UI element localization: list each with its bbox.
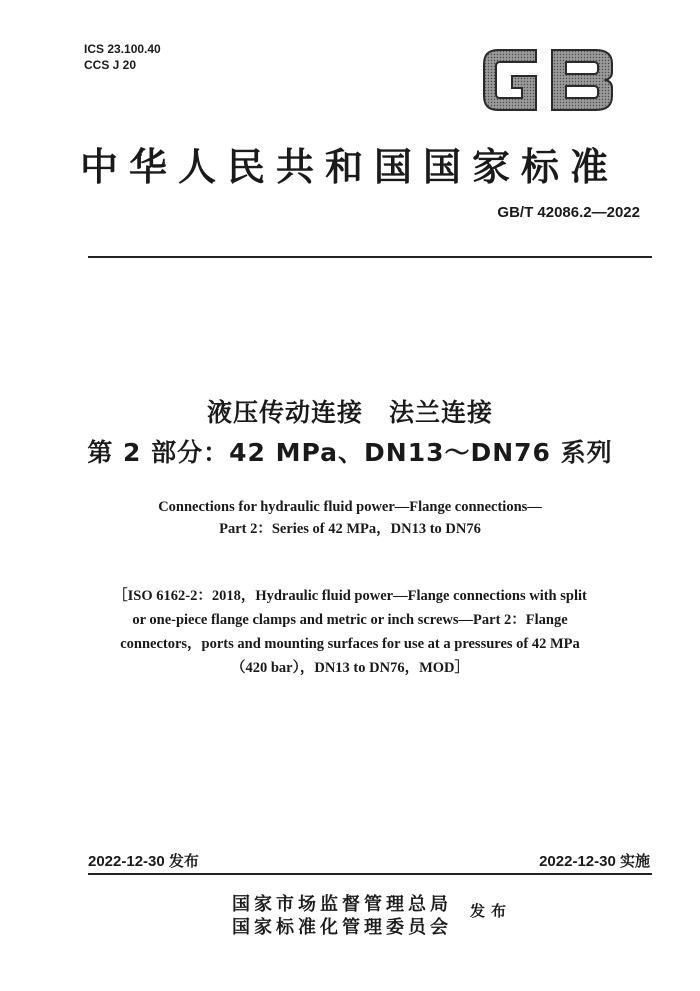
- publish-label: 发布: [470, 902, 513, 920]
- title-zh-line1: 液压传动连接 法兰连接: [206, 398, 493, 427]
- standard-number: GB/T 42086.2—2022: [497, 204, 640, 221]
- iso-reference-line3: connectors，ports and mounting surfaces for use at a pressures of 42 MPa: [120, 636, 580, 652]
- ics-code: ICS 23.100.40: [84, 42, 161, 56]
- gb-logo: [478, 44, 618, 116]
- top-divider: [88, 256, 652, 258]
- title-en-line2: Part 2：Series of 42 MPa，DN13 to DN76: [219, 521, 481, 537]
- classification-codes: [84, 41, 161, 73]
- ccs-code: CCS J 20: [84, 58, 137, 72]
- iso-reference-line1: ［ISO 6162-2：2018，Hydraulic fluid power—Flange connections with split: [113, 588, 587, 604]
- iso-reference-line4: （420 bar），DN13 to DN76，MOD］: [230, 660, 470, 676]
- issuer-sac: 国家标准化管理委员会: [232, 917, 452, 938]
- title-en-line1: Connections for hydraulic fluid power—Flange connections—: [158, 499, 542, 515]
- bottom-divider: [88, 873, 652, 875]
- iso-reference-line2: or one-piece flange clamps and metric or inch screws—Part 2：Flange: [132, 612, 568, 628]
- implementation-date: 2022-12-30 实施: [539, 853, 650, 870]
- country-standard-title: 中华人民共和国国家标准: [80, 144, 620, 189]
- issuer-samr: 国家市场监督管理总局: [232, 894, 452, 915]
- issue-date: 2022-12-30 发布: [88, 853, 199, 870]
- title-zh-line2: 第 2 部分：42 MPa、DN13～DN76 系列: [87, 438, 613, 467]
